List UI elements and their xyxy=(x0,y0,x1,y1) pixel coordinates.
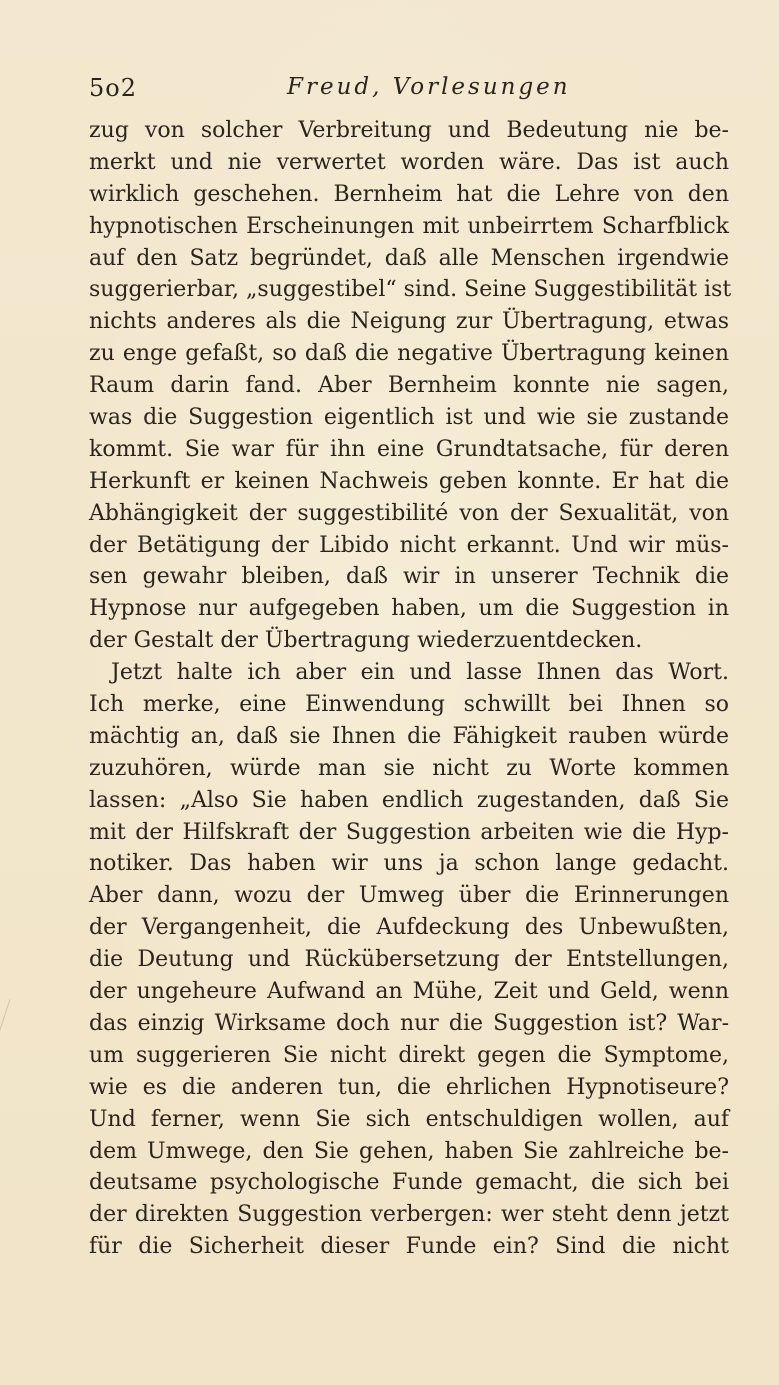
text-line: was die Suggestion eigentlich ist und wie sie zustande xyxy=(89,405,729,431)
text-line: das einzig Wirksame doch nur die Suggestion ist? War- xyxy=(89,1010,729,1036)
text-line: deutsame psychologische Funde gemacht, die sich bei xyxy=(89,1170,729,1196)
page-number: 5o2 xyxy=(89,74,137,102)
text-line: nichts anderes als die Neigung zur Übertragung, etwas xyxy=(89,309,729,335)
text-line: Aber dann, wozu der Umweg über die Erinnerungen xyxy=(89,883,729,909)
text-line: für die Sicherheit dieser Funde ein? Sind die nicht xyxy=(89,1234,729,1260)
text-line: Und ferner, wenn Sie sich entschuldigen wollen, auf xyxy=(89,1106,729,1132)
text-line: zuzuhören, würde man sie nicht zu Worte kommen xyxy=(89,755,729,781)
text-line: Ich merke, eine Einwendung schwillt bei Ihnen so xyxy=(89,692,729,718)
text-line: mächtig an, daß sie Ihnen die Fähigkeit rauben würde xyxy=(89,723,729,749)
text-line: Hypnose nur aufgegeben haben, um die Suggestion in xyxy=(89,596,729,622)
text-line: auf den Satz begründet, daß alle Menschen irgendwie xyxy=(89,245,729,271)
text-line: der ungeheure Aufwand an Mühe, Zeit und Geld, wenn xyxy=(89,979,729,1005)
text-line: Raum darin fand. Aber Bernheim konnte nie sagen, xyxy=(89,373,729,399)
text-line: Jetzt halte ich aber ein und lasse Ihnen das Wort. xyxy=(111,660,729,686)
text-line: lassen: „Also Sie haben endlich zugestanden, daß Sie xyxy=(89,787,729,813)
text-line: wirklich geschehen. Bernheim hat die Lehre von den xyxy=(89,181,729,207)
text-line: dem Umwege, den Sie gehen, haben Sie zahlreiche be- xyxy=(89,1138,729,1164)
text-line: sen gewahr bleiben, daß wir in unserer Technik die xyxy=(89,564,729,590)
page-edge-mark xyxy=(0,999,20,1040)
text-line: der Betätigung der Libido nicht erkannt. Und wir müs- xyxy=(89,532,729,558)
text-line: Herkunft er keinen Nachweis geben konnte. Er hat die xyxy=(89,468,729,494)
running-title: Freud, Vorlesungen xyxy=(287,74,571,100)
text-line: kommt. Sie war für ihn eine Grundtatsache, für deren xyxy=(89,436,729,462)
text-line: Abhängigkeit der suggestibilité von der Sexualität, von xyxy=(89,500,729,526)
text-line: zug von solcher Verbreitung und Bedeutung nie be- xyxy=(89,118,729,143)
text-line: merkt und nie verwertet worden wäre. Das ist auch xyxy=(89,149,729,175)
text-line: der Gestalt der Übertragung wiederzuentdecken. xyxy=(89,628,643,654)
text-line: der Vergangenheit, die Aufdeckung des Unbewußten, xyxy=(89,915,729,941)
text-line: notiker. Das haben wir uns ja schon lange gedacht. xyxy=(89,851,729,877)
text-line: zu enge gefaßt, so daß die negative Übertragung keinen xyxy=(89,341,729,367)
body-text xyxy=(89,115,732,1263)
text-line: um suggerieren Sie nicht direkt gegen die Symptome, xyxy=(89,1042,729,1068)
text-line: der direkten Suggestion verbergen: wer steht denn jetzt xyxy=(89,1202,729,1228)
text-line: die Deutung und Rückübersetzung der Entstellungen, xyxy=(89,947,729,973)
text-line: hypnotischen Erscheinungen mit unbeirrtem Scharfblick xyxy=(89,213,729,239)
text-line: suggerierbar, „suggestibel“ sind. Seine Suggestibilität ist xyxy=(89,277,732,303)
text-line: mit der Hilfskraft der Suggestion arbeiten wie die Hyp- xyxy=(89,819,729,845)
page-header xyxy=(89,74,729,108)
text-line: wie es die anderen tun, die ehrlichen Hypnotiseure? xyxy=(89,1074,729,1100)
